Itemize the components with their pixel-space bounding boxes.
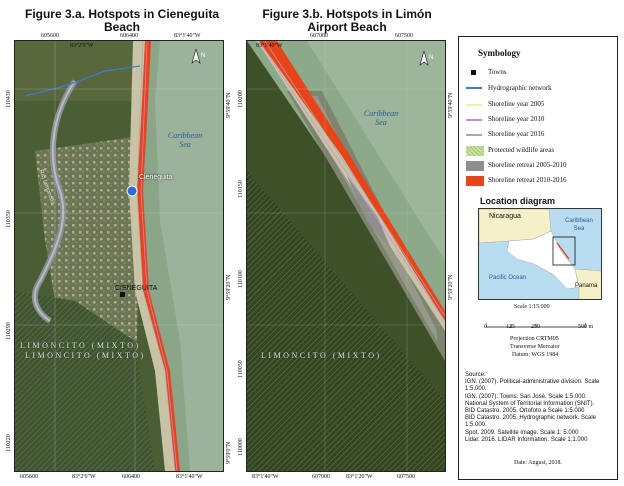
shoreline-2010-symbol-icon [466,119,482,121]
projection-2: Transverse Mercator [510,344,560,350]
shoreline-2016-symbol-icon [466,134,482,136]
map-a-y-2: 110350 [6,210,12,228]
source-line-3: IGN. (2007). Towns. San José. Scale 1:5.000. [465,394,587,400]
loc-nicaragua: Nicaragua [489,213,521,220]
location-heading: Location diagram [480,196,556,206]
map-a-title: Figure 3.a. Hotspots in Cieneguita Beach [24,7,220,34]
legend-retreat-2005: Shoreline retreat 2005-2010 [488,161,567,169]
protected-label-a1: LIMONCITO (MIXTO) [20,341,141,350]
map-a-lat-1: 9°59'40"N [226,92,232,118]
town-label-a: CIENEGUITA [115,285,158,292]
protected-label-b: LIMONCITO (MIXTO) [261,351,382,360]
source-line-5: BID Catastro. 2005. Ortofoto a Scale 1:5.000 [465,408,585,414]
map-b-x-top-1: 607000 [310,33,328,39]
town-marker-icon [120,292,125,297]
map-b-lon-top-1: 83°1'40"W [256,43,283,49]
north-label-b: N [429,55,434,61]
loc-caribbean: Caribbean Sea [565,218,593,232]
source-line-7: 1:5.000. [465,422,487,428]
map-a-y-3: 110290 [6,322,12,340]
protected-label-a2: LIMONCITO (MIXTO) [25,351,146,360]
map-b-y-3: 110100 [238,270,244,288]
map-a-image [15,41,223,471]
map-b-y-4: 110050 [238,360,244,378]
north-arrow-icon-a [191,49,201,67]
map-a-lon-top-2: 83°1'40"W [174,33,201,39]
cieneguita-pin-icon [127,186,137,196]
map-a-y-1: 110430 [6,90,12,108]
map-a-x-top-1: 605600 [41,33,59,39]
map-a-x-top-2: 606400 [120,33,138,39]
source-line-1: IGN. (2007). Political-administrative division. Scale [465,379,600,385]
map-b-lat-2: 9°59'20"N [448,274,454,300]
scale-tick-2: 250 [531,324,540,330]
source-line-0: Source: [465,372,486,378]
retreat-2005-symbol-icon [466,161,484,171]
legend-shoreline-2005: Shoreline year 2005 [488,100,545,108]
scale-tick-0: 0 [484,324,487,330]
source-line-2: 1:5.000. [465,386,487,392]
shoreline-2005-symbol-icon [466,104,482,106]
map-a-lon-bottom-1: 83°2'0"W [72,474,96,480]
map-b-x-bottom-2: 607500 [397,474,415,480]
map-b-lon-bottom-2: 83°1'20"W [346,474,373,480]
map-b-y-2: 110150 [238,180,244,198]
map-b-x-bottom-1: 607000 [312,474,330,480]
map-a-lon-top-1: 83°2'0"W [70,43,94,49]
map-a-x-bottom-2: 606400 [122,474,140,480]
map-a-lat-3: 9°59'0"N [226,441,232,464]
map-date: Date: August, 2018. [514,460,562,466]
scale-text: Scale 1:15.000 [514,304,550,310]
map-b-title: Figure 3.b. Hotspots in Limón Airport Beach [262,7,432,34]
sea-label-a: Caribbean Sea [167,131,203,149]
map-b-x-top-2: 607500 [395,33,413,39]
scale-tick-1: 125 [506,324,515,330]
scale-tick-3: 500 m [578,324,594,330]
legend-retreat-2010: Shoreline retreat 2010-2016 [488,176,567,184]
source-line-9: Lidar. 2016. LIDAR Information. Scale 1:1.000 [465,437,588,443]
legend-protected: Protected wildlife areas [488,146,555,154]
source-line-6: BID Catastro. 2005. Hydrographic network. Scale [465,415,597,421]
location-map [478,208,602,300]
map-b-frame [246,40,446,472]
map-b-lat-1: 9°59'40"N [448,92,454,118]
cieneguita-label: Cieneguita [139,174,173,181]
map-a-lat-2: 9°59'20"N [226,274,232,300]
retreat-2010-symbol-icon [466,176,484,186]
map-b-lon-bottom-1: 83°1'40"W [252,474,279,480]
legend-towns: Towns [488,68,507,76]
legend-hydro: Hydrographic network [488,84,552,92]
hydro-symbol-icon [466,87,482,89]
river-label-a: Río Limoncito [37,169,56,206]
towns-symbol-icon [471,70,476,75]
map-a-lon-bottom-2: 83°1'40"W [176,474,203,480]
map-b-y-5: 110000 [238,438,244,456]
map-b-y-1: 110200 [238,90,244,108]
loc-pacific: Pacific Ocean [489,275,527,281]
north-label-a: N [201,53,206,59]
symbology-heading: Symbology [478,48,521,58]
loc-panama: Panama [575,283,598,289]
projection-3: Datum: WGS 1984 [512,352,559,358]
map-b-image [247,41,445,471]
source-line-4: National System of Territorial Information (SNIT). [465,401,595,407]
sea-label-b: Caribbean Sea [363,109,399,127]
map-a-y-4: 110220 [6,434,12,452]
map-a-x-bottom-1: 605600 [20,474,38,480]
source-line-8: Spot. 2009. Satellite image. Scale 1: 5.000 [465,430,579,436]
projection-1: Projection CRTM05 [510,336,559,342]
legend-shoreline-2010: Shoreline year 2010 [488,115,545,123]
north-arrow-icon-b [419,51,429,69]
protected-symbol-icon [466,146,484,156]
scale-bar [486,315,586,321]
legend-shoreline-2016: Shoreline year 2016 [488,130,545,138]
map-a-frame [14,40,224,472]
